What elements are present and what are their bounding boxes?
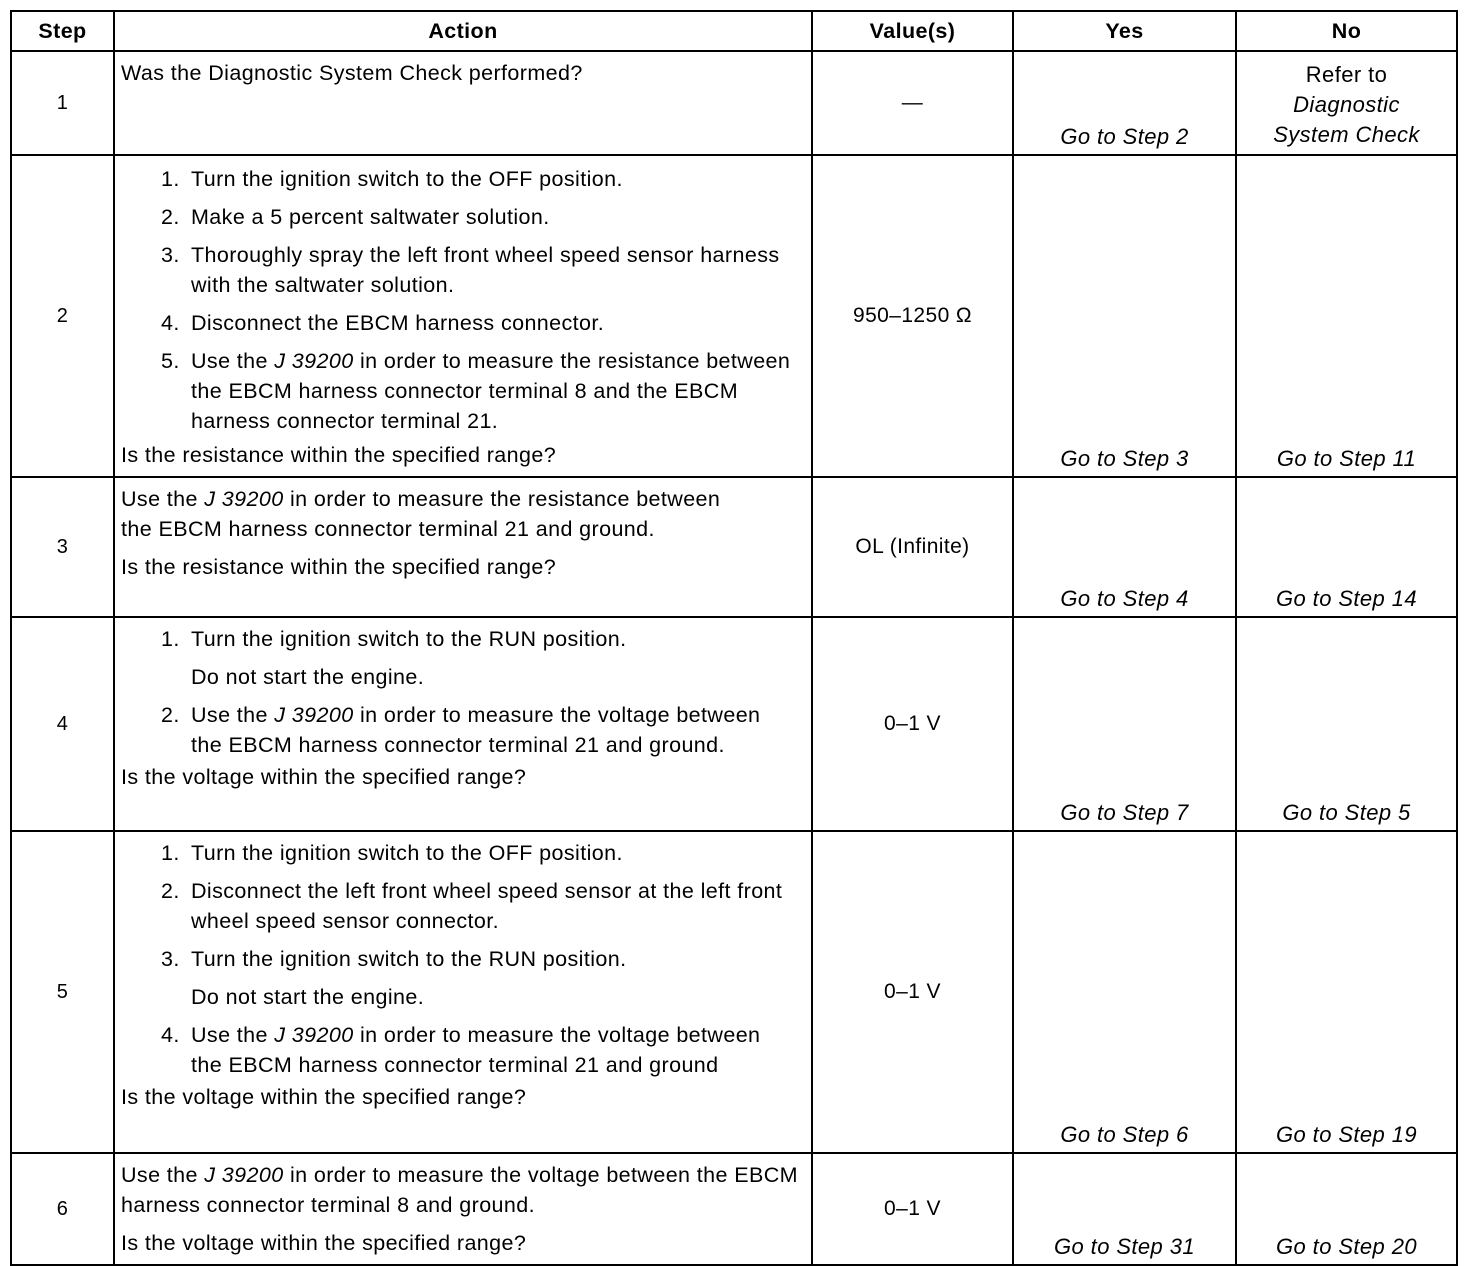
header-row xyxy=(11,11,1457,51)
no-reference-prefix: Refer to xyxy=(1305,62,1388,87)
list-item: 2. Use the J 39200 in order to measure the voltage between the EBCM harness connector terminal 21 and ground. xyxy=(161,703,761,757)
note-text: Do not start the engine. xyxy=(191,985,425,1009)
question-text: Is the voltage within the specified range? xyxy=(121,765,527,789)
value-cell: 0–1 V xyxy=(812,617,1013,831)
diagnostic-table xyxy=(10,10,1458,1266)
list-item: 1. Turn the ignition switch to the OFF position. xyxy=(161,841,623,865)
no-cell: Go to Step 11 xyxy=(1236,155,1457,477)
table-row xyxy=(11,1153,1457,1265)
yes-cell: Go to Step 7 xyxy=(1013,617,1236,831)
step-number: 2 xyxy=(11,155,114,477)
question-text: Is the resistance within the specified range? xyxy=(121,555,557,579)
instruction-list xyxy=(121,624,803,760)
value-cell: — xyxy=(812,51,1013,155)
table-row xyxy=(11,477,1457,617)
no-reference-line1: Diagnostic xyxy=(1293,92,1400,117)
list-item: 3. Thoroughly spray the left front wheel speed sensor harness with the saltwater solution. xyxy=(161,243,780,297)
instruction-list xyxy=(121,838,803,1080)
yes-cell: Go to Step 3 xyxy=(1013,155,1236,477)
list-item: 2. Disconnect the left front wheel speed sensor at the left front wheel speed sensor connector. xyxy=(161,879,783,933)
question-text: Is the voltage within the specified range? xyxy=(121,1085,527,1109)
note-text: Do not start the engine. xyxy=(191,665,425,689)
question-text: Is the resistance within the specified range? xyxy=(121,443,557,467)
action-cell xyxy=(114,1153,812,1265)
list-item: 4. Use the J 39200 in order to measure the voltage between the EBCM harness connector terminal 21 and ground xyxy=(161,1023,761,1077)
question-text: Was the Diagnostic System Check performed? xyxy=(121,61,583,85)
instruction-list xyxy=(121,164,803,436)
action-cell xyxy=(114,155,812,477)
step-number: 1 xyxy=(11,51,114,155)
no-cell: Go to Step 14 xyxy=(1236,477,1457,617)
step-number: 4 xyxy=(11,617,114,831)
yes-cell: Go to Step 2 xyxy=(1013,51,1236,155)
header-values: Value(s) xyxy=(812,11,1013,51)
step-number: 3 xyxy=(11,477,114,617)
step-number: 6 xyxy=(11,1153,114,1265)
yes-cell: Go to Step 31 xyxy=(1013,1153,1236,1265)
header-action: Action xyxy=(114,11,812,51)
header-step: Step xyxy=(11,11,114,51)
value-cell: 950–1250 Ω xyxy=(812,155,1013,477)
list-item: 3. Turn the ignition switch to the RUN position. Do not start the engine. xyxy=(161,944,803,1012)
table-row xyxy=(11,155,1457,477)
action-cell xyxy=(114,51,812,155)
no-cell: Go to Step 20 xyxy=(1236,1153,1457,1265)
yes-cell: Go to Step 4 xyxy=(1013,477,1236,617)
header-yes: Yes xyxy=(1013,11,1236,51)
list-item: 2. Make a 5 percent saltwater solution. xyxy=(161,205,550,229)
step-number: 5 xyxy=(11,831,114,1153)
table-row xyxy=(11,831,1457,1153)
action-cell xyxy=(114,831,812,1153)
table-row xyxy=(11,617,1457,831)
diagnostic-table-page xyxy=(10,10,1456,1266)
no-reference xyxy=(1237,52,1456,150)
table-row xyxy=(11,51,1457,155)
no-cell xyxy=(1236,51,1457,155)
action-text: Use the J 39200 in order to measure the resistance between the EBCM harness connector terminal 21 and ground. xyxy=(121,487,721,541)
action-cell xyxy=(114,617,812,831)
no-cell: Go to Step 19 xyxy=(1236,831,1457,1153)
value-cell: 0–1 V xyxy=(812,1153,1013,1265)
action-cell xyxy=(114,477,812,617)
no-reference-line2: System Check xyxy=(1273,122,1420,147)
list-item: 1. Turn the ignition switch to the RUN position. Do not start the engine. xyxy=(161,624,803,692)
question-text: Is the voltage within the specified range? xyxy=(121,1231,527,1255)
list-item: 5. Use the J 39200 in order to measure the resistance between the EBCM harness connector terminal 8 and the EBCM harness connector terminal 21. xyxy=(161,349,791,433)
value-cell: OL (Infinite) xyxy=(812,477,1013,617)
value-cell: 0–1 V xyxy=(812,831,1013,1153)
list-item: 1. Turn the ignition switch to the OFF position. xyxy=(161,167,623,191)
header-no: No xyxy=(1236,11,1457,51)
action-text: Use the J 39200 in order to measure the voltage between the EBCM harness connector terminal 8 and ground. xyxy=(121,1163,798,1217)
no-cell: Go to Step 5 xyxy=(1236,617,1457,831)
list-item: 4. Disconnect the EBCM harness connector. xyxy=(161,311,605,335)
yes-cell: Go to Step 6 xyxy=(1013,831,1236,1153)
